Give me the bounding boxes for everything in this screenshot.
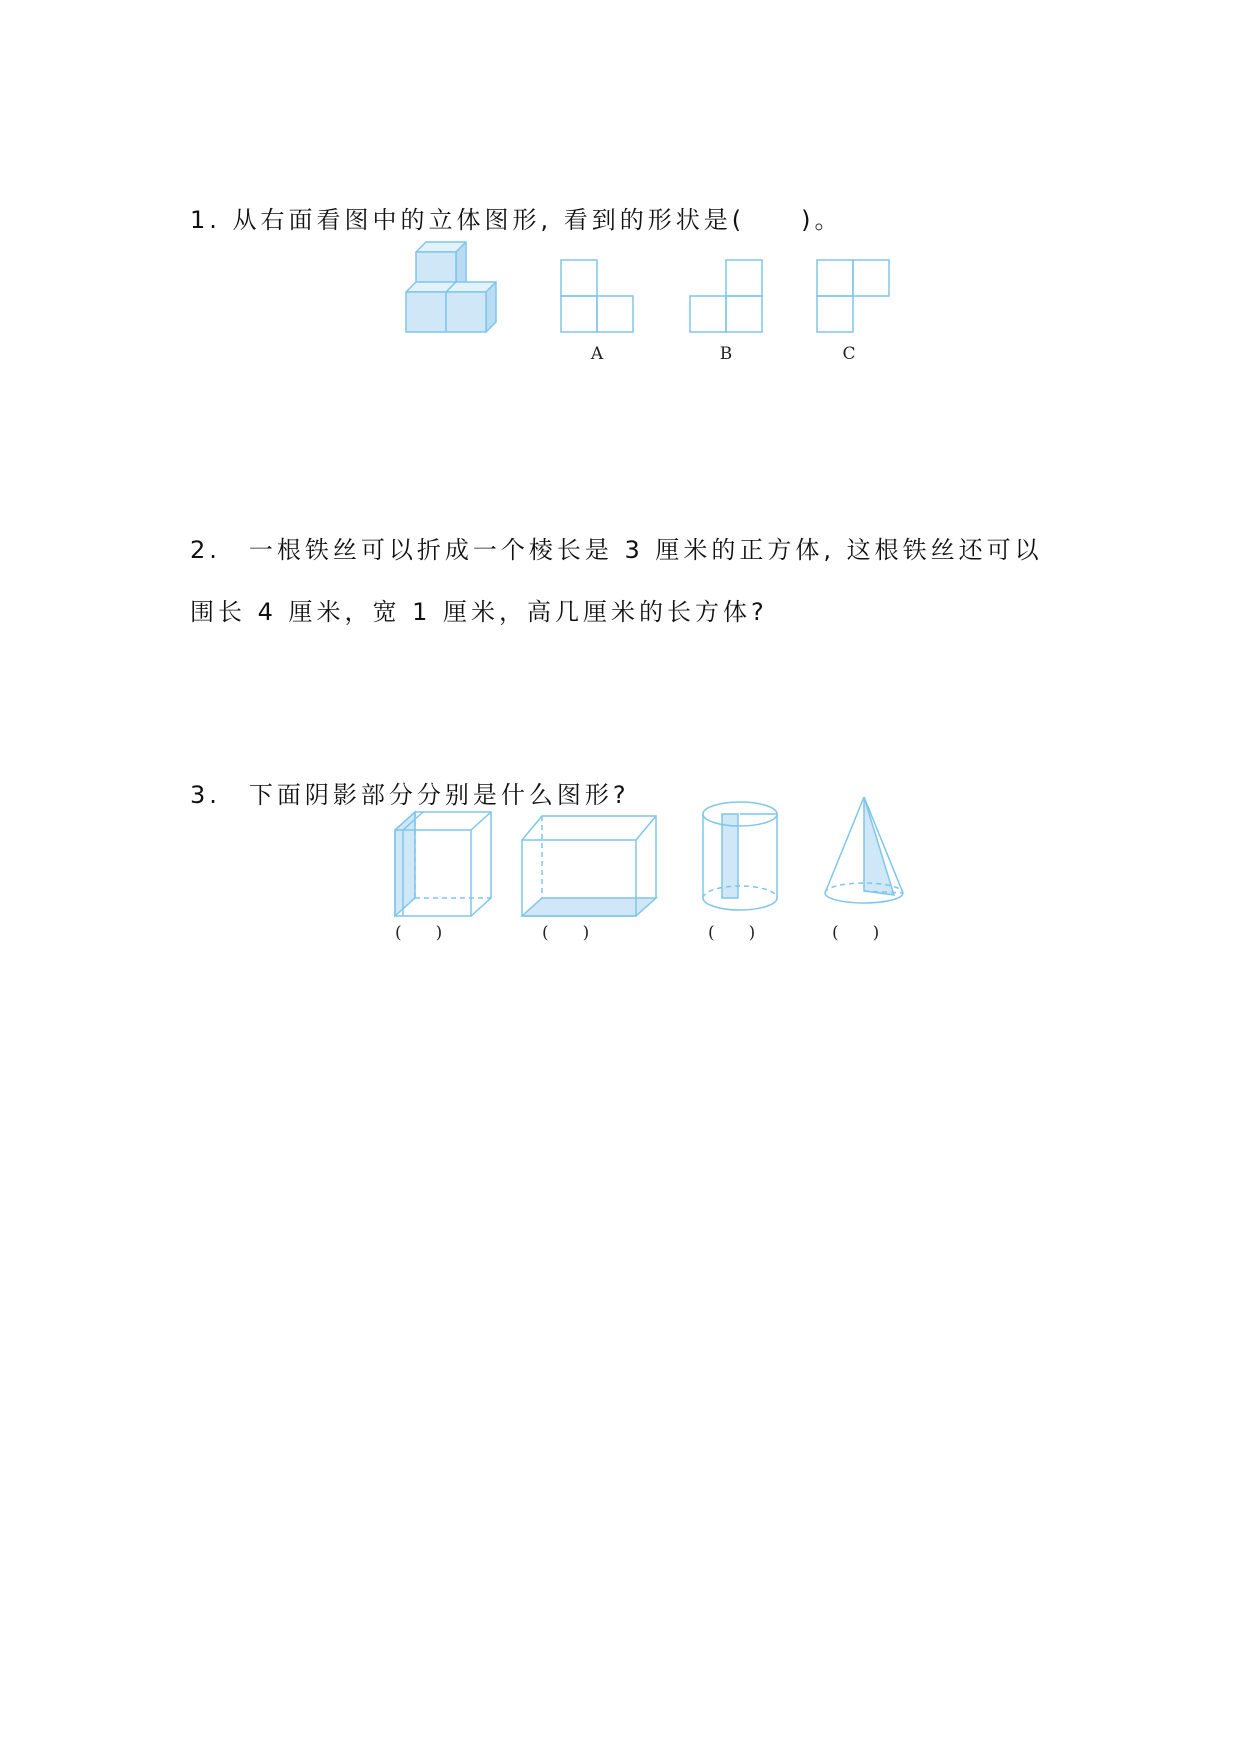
q1-option-b-figure [688, 258, 768, 368]
q1-option-c-figure [815, 258, 895, 368]
option-c-label: C [842, 344, 856, 364]
option-a-label: A [590, 344, 604, 364]
q1-option-a-figure [555, 258, 635, 368]
question-2-line-2: 围长 4 厘米，宽 1 厘米，高几厘米的长方体? [190, 598, 768, 626]
option-b-label: B [719, 344, 733, 364]
q3-cone-figure [820, 795, 920, 950]
question-1-text: 1. 从右面看图中的立体图形, 看到的形状是( )。 [190, 206, 843, 234]
question-3-text: 3. 下面阴影部分分别是什么图形? [190, 781, 630, 809]
q3-cube-figure [385, 810, 495, 950]
question-2-line-1: 2. 一根铁丝可以折成一个棱长是 3 厘米的正方体, 这根铁丝还可以 [190, 536, 1043, 564]
q3-blank-1: ( ) [395, 923, 443, 943]
q3-blank-2: ( ) [542, 923, 590, 943]
q1-solid-figure [400, 240, 510, 352]
q3-blank-4: ( ) [832, 923, 880, 943]
q3-blank-3: ( ) [708, 923, 756, 943]
q3-cylinder-figure [700, 800, 790, 950]
q3-cuboid-figure [520, 810, 670, 950]
